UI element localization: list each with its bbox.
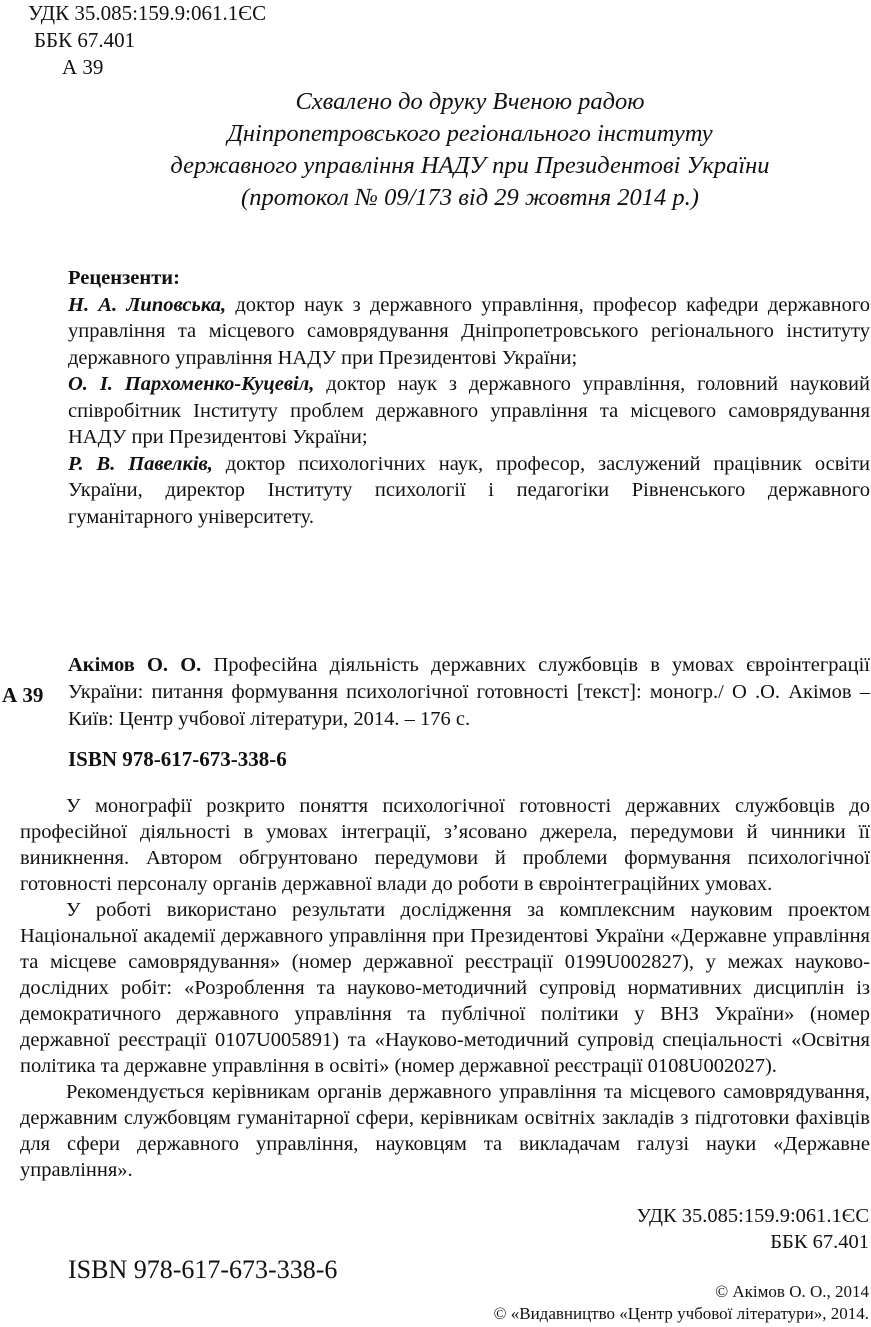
catalog-author: Акімов О. О. (68, 654, 202, 676)
reviewer-credentials: доктор наук з державного управління, професор кафедри державного управління та місцевого самоврядування Дніпропетровського регіонального інституту державного управління НАДУ при Президентові України; (68, 293, 870, 369)
author-index: А 39 (62, 55, 104, 79)
bbk-code: ББК 67.401 (770, 1231, 869, 1253)
reviewers-section (68, 265, 870, 530)
reviewer-entry (68, 451, 870, 531)
catalog-description: Професійна діяльність державних службовців в умовах євроінтеграції України: питання формування психологічної готовності [текст]: моногр./ О .О. Акімов – Київ: Центр учбової літератури, 2014. – 176 с. (68, 654, 870, 730)
isbn-main: ISBN 978-617-673-338-6 (68, 747, 287, 771)
reviewer-name: О. І. Пархоменко-Куцевіл, (68, 373, 315, 395)
isbn-footer: ISBN 978-617-673-338-6 (68, 1255, 338, 1284)
approval-line: державного управління НАДУ при Президентові України (170, 152, 770, 179)
classification-codes-bottom (637, 1203, 869, 1255)
approval-line: Дніпропетровського регіонального інституту (227, 120, 713, 147)
reviewer-credentials: доктор психологічних наук, професор, заслужений працівник освіти України, директор Інституту психології і педагогіки Рівненського державного гуманітарного університету. (68, 452, 870, 528)
reviewer-entry (68, 292, 870, 372)
annotation-paragraph: У монографії розкрито поняття психологічної готовності державних службовців до професійної діяльності в умовах інтеграції, з’ясовано джерела, передумови й чинники її виникнення. Автором обгрунтовано передумови й проблеми формування психологічної готовності персоналу органів державної влади до роботи в євроінтеграційних умовах. (20, 795, 870, 895)
approval-statement (60, 86, 871, 214)
udk-code: УДК 35.085:159.9:061.1ЄС (636, 1205, 869, 1227)
approval-line: (протокол № 09/173 від 29 жовтня 2014 р.) (241, 184, 699, 211)
catalog-index-code: А 39 (2, 683, 44, 707)
classification-codes-top (28, 0, 266, 81)
annotation (20, 793, 870, 1183)
reviewer-entry (68, 371, 870, 451)
copyright-block (494, 1281, 869, 1325)
approval-line: Схвалено до друку Вченою радою (295, 88, 645, 115)
copyright-publisher: © «Видавництво «Центр учбової літератури», 2014. (493, 1304, 869, 1323)
reviewer-name: Р. В. Павелків, (68, 452, 213, 475)
bbk-code: ББК 67.401 (34, 28, 136, 52)
reviewer-credentials: доктор наук з державного управління, головний науковий співробітник Інституту проблем державного управління та місцевого самоврядування НАДУ при Президентові України; (68, 373, 871, 448)
annotation-paragraph: Рекомендується керівникам органів державного управління та місцевого самоврядування, державним службовцям гуманітарної сфери, керівникам освітніх закладів з підготовки фахівців для сфери державного управління, науковцям та викладачам галузі науки «Державне управління». (20, 1081, 870, 1181)
udk-code: УДК 35.085:159.9:061.1ЄС (28, 1, 267, 25)
copyright-author: © Акімов О. О., 2014 (715, 1282, 869, 1301)
reviewer-name: Н. А. Липовська, (68, 293, 227, 316)
annotation-paragraph: У роботі використано результати дослідження за комплексним науковим проектом Національної академії державного управління при Президентові України «Державне управління та місцеве самоврядування» (номер державної реєстрації 0199U002827), у межах науково-дослідних робіт: «Розроблення та науково-методичний супровід нормативних дисциплін із демократичного державного управління та публічної політики у ВНЗ України» (номер державної реєстрації 0107U005891) та «Науково-методичний супровід спеціальності «Освітня політика та державне управління в освіті» (номер державної реєстрації 0108U002027). (20, 899, 870, 1077)
reviewers-heading: Рецензенти: (68, 267, 180, 289)
bibliographic-record (68, 652, 870, 733)
